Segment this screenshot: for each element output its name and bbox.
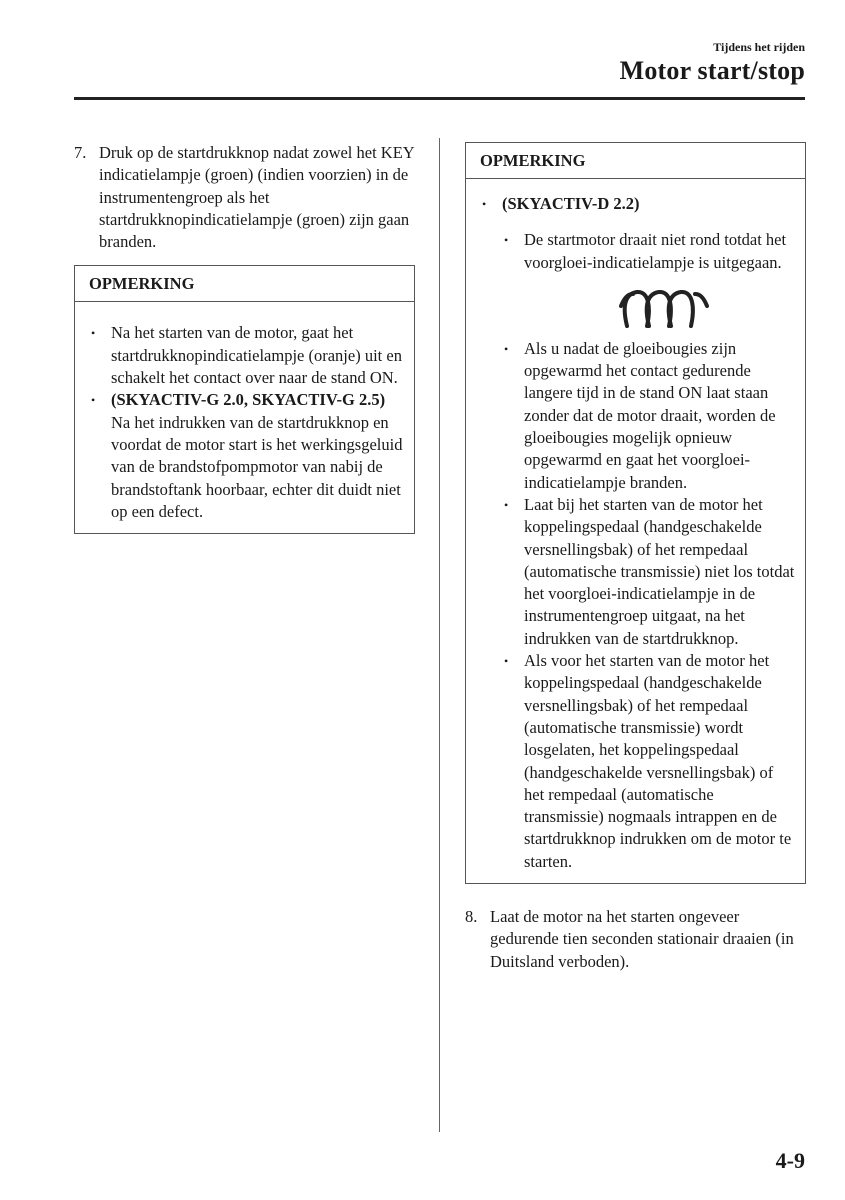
note-body [75, 302, 414, 533]
bullet-icon: • [504, 654, 509, 669]
step-text: Druk op de startdrukknop nadat zowel het KEY indicatielampje (groen) (indien voorzien) in de instrumentengroep als het startdrukknopindicatielampje (groen) zijn gaan branden. [99, 143, 415, 252]
note-body [466, 179, 805, 883]
sub-list [480, 229, 795, 873]
bullet-text: Als voor het starten van de motor het koppelingspedaal (handgeschakelde versnellingsbak) of het rempedaal (automatische transmissie) wordt losgelaten, het koppelingspedaal (handgeschakelde versnellingsbak) of het rempedaal (automatische transmissie) nogmaals intrappen en de startdrukknop indrukken om de motor te starten. [524, 651, 792, 871]
section-label: Tijdens het rijden [713, 40, 805, 54]
note-box-right [465, 142, 806, 884]
left-column [74, 142, 415, 534]
bullet-text-body: Na het indrukken van de startdrukknop en voordat de motor start is het werkingsgeluid van de brandstofpompmotor van nabij de brandstoftank hoorbaar, echter dit duidt niet op een defect. [111, 412, 403, 521]
header-rule [74, 97, 805, 100]
bullet-icon: • [504, 497, 509, 512]
bullet-text: Als u nadat de gloeibougies zijn opgewarmd het contact gedurende langere tijd in de stand ON laat staan zonder dat de motor draait, worden de gloeibougies mogelijk opnieuw opgewarmd en gaat het voorgloei-indicatielampje branden. [524, 338, 776, 492]
step-7 [74, 142, 415, 253]
page-title: Motor start/stop [619, 56, 805, 85]
bullet-text: Laat bij het starten van de motor het koppelingspedaal (handgeschakelde versnellingsbak) of het rempedaal (automatische transmissie) niet los totdat het voorgloei-indicatielampje in de instrumentengroep uitgaat, na het indrukken van de startdrukknop. [524, 494, 795, 648]
bullet-icon: • [504, 233, 509, 248]
bullet-icon: • [482, 197, 487, 211]
glow-plug-indicator-icon [532, 286, 795, 330]
engine-variant-label: (SKYACTIV-G 2.0, SKYACTIV-G 2.5) [111, 390, 386, 410]
step-8 [465, 906, 806, 973]
page-number: 4-9 [775, 1148, 805, 1173]
note-bullet [89, 322, 404, 389]
bullet-text: De startmotor draait niet rond totdat het voorgloei-indicatielampje is uitgegaan. [524, 230, 787, 272]
engine-variant-label: (SKYACTIV-D 2.2) [502, 194, 640, 213]
bullet-icon: • [91, 326, 96, 341]
sub-bullet [502, 338, 795, 494]
sub-bullet [502, 650, 795, 873]
note-bullet [480, 193, 795, 215]
step-text: Laat de motor na het starten ongeveer gedurende tien seconden stationair draaien (in Duitsland verboden). [490, 907, 794, 971]
bullet-text [111, 389, 404, 523]
note-heading: OPMERKING [75, 266, 414, 302]
note-box-left [74, 265, 415, 534]
note-bullet [89, 389, 404, 523]
step-number: 8. [465, 907, 478, 927]
right-column [465, 142, 806, 973]
sub-bullet [502, 494, 795, 650]
glow-plug-icon [619, 286, 709, 330]
column-divider [439, 138, 440, 1132]
bullet-icon: • [91, 393, 96, 408]
bullet-icon: • [504, 341, 509, 356]
step-number: 7. [74, 143, 87, 162]
note-heading: OPMERKING [466, 143, 805, 179]
bullet-text: Na het starten van de motor, gaat het startdrukknopindicatielampje (oranje) uit en schakelt het contact over naar de stand ON. [111, 323, 402, 388]
sub-bullet [502, 229, 795, 274]
